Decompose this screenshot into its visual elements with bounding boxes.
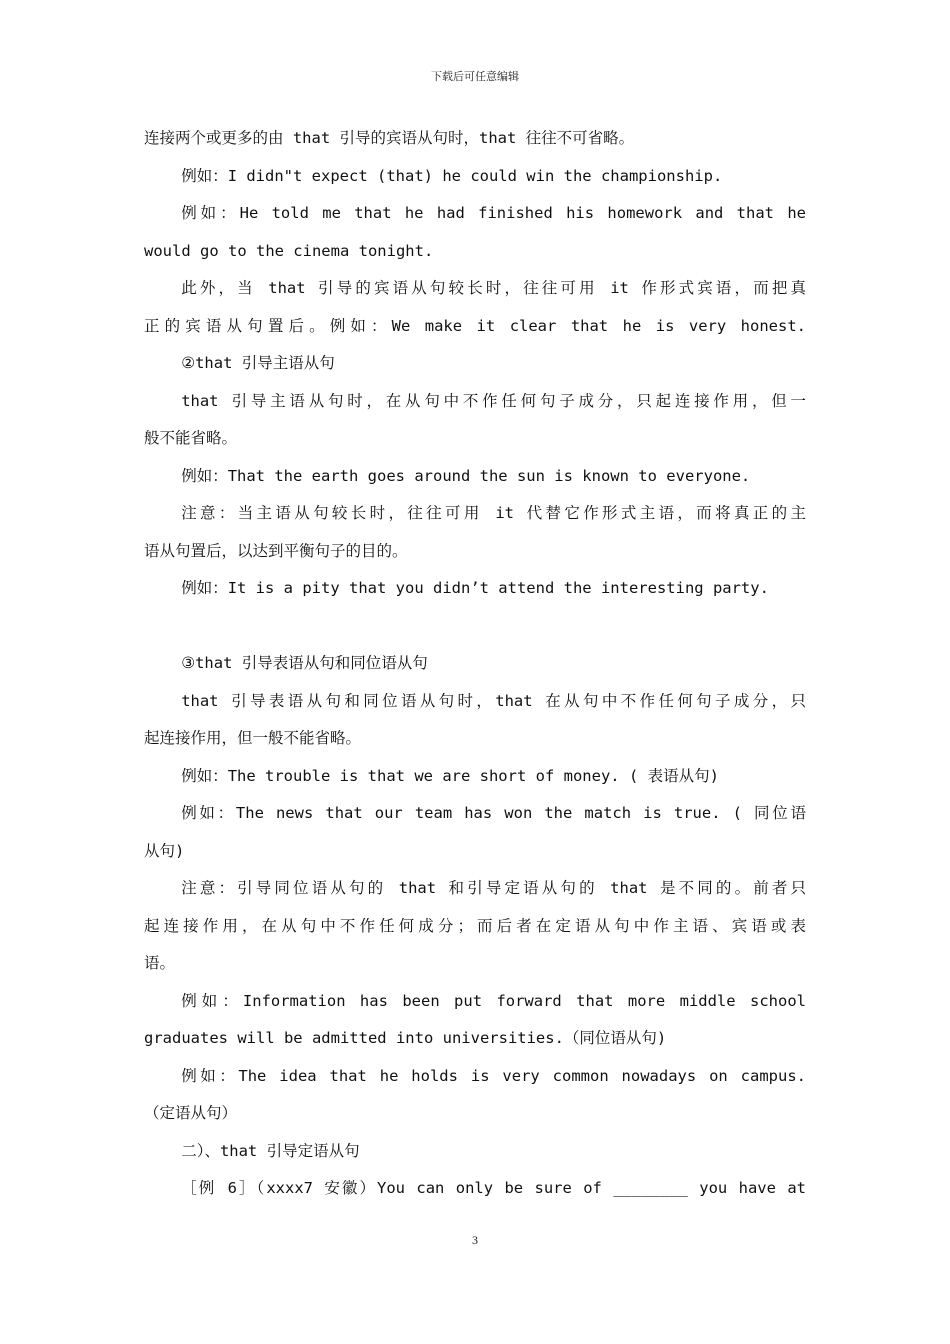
exercise-line: ［例 6］（xxxx7 安徽）You can only be sure of ________ you have at: [181, 1179, 806, 1197]
paragraph-line: 般不能省略。: [144, 429, 238, 447]
paragraph-line: 此外，当 that 引导的宾语从句较长时，往往可用 it 作形式宾语，而把真: [181, 279, 806, 297]
paragraph-line: 起连接作用，但一般不能省略。: [144, 729, 362, 747]
example-line: 例如：That the earth goes around the sun is known to everyone.: [181, 466, 751, 485]
blank-line: [144, 608, 806, 646]
note-line: 注意：当主语从句较长时，往往可用 it 代替它作形式主语，而将真正的主: [181, 504, 806, 522]
paragraph-line: that 引导主语从句时，在从句中不作任何句子成分，只起连接作用，但一: [181, 391, 806, 410]
example-line: 例如：It is a pity that you didn’t attend the interesting party.: [181, 579, 769, 597]
note-line: 注意：引导同位语从句的 that 和引导定语从句的 that 是不同的。前者只: [181, 879, 806, 897]
example-line: 例如：The idea that he holds is very common nowadays on campus.: [181, 1066, 806, 1085]
paragraph-line: 连接两个或更多的由 that 引导的宾语从句时，that 往往不可省略。: [144, 129, 635, 147]
note-line: 语从句置后，以达到平衡句子的目的。: [144, 541, 408, 560]
paragraph-line: 正的宾语从句置后。例如：We make it clear that he is very honest.: [144, 316, 806, 335]
page-number: 3: [472, 1233, 478, 1247]
section-heading: 二）、that 引导定语从句: [181, 1141, 360, 1160]
example-continuation: graduates will be admitted into universities.（同位语从句): [144, 1029, 667, 1047]
example-continuation: （定语从句）: [144, 1104, 238, 1122]
example-continuation: 从句): [144, 841, 185, 860]
example-continuation: would go to the cinema tonight.: [144, 241, 434, 260]
example-line: 例如：I didn"t expect (that) he could win the championship.: [181, 166, 723, 185]
page-header: 下载后可任意编辑: [431, 70, 519, 83]
example-line: 例如：He told me that he had finished his homework and that he: [181, 204, 806, 222]
section-heading: ③that 引导表语从句和同位语从句: [181, 654, 428, 672]
section-heading: ②that 引导主语从句: [181, 354, 335, 372]
example-line: 例如：The news that our team has won the match is true. ( 同位语: [181, 804, 806, 822]
note-line: 起连接作用，在从句中不作任何成分；而后者在定语从句中作主语、宾语或表: [144, 916, 806, 935]
example-line: 例如：The trouble is that we are short of money. ( 表语从句): [181, 766, 719, 785]
paragraph-line: that 引导表语从句和同位语从句时，that 在从句中不作任何句子成分，只: [181, 691, 806, 710]
note-line: 语。: [144, 954, 176, 972]
example-line: 例如：Information has been put forward that more middle school: [181, 991, 806, 1010]
document-body: [144, 120, 806, 1208]
